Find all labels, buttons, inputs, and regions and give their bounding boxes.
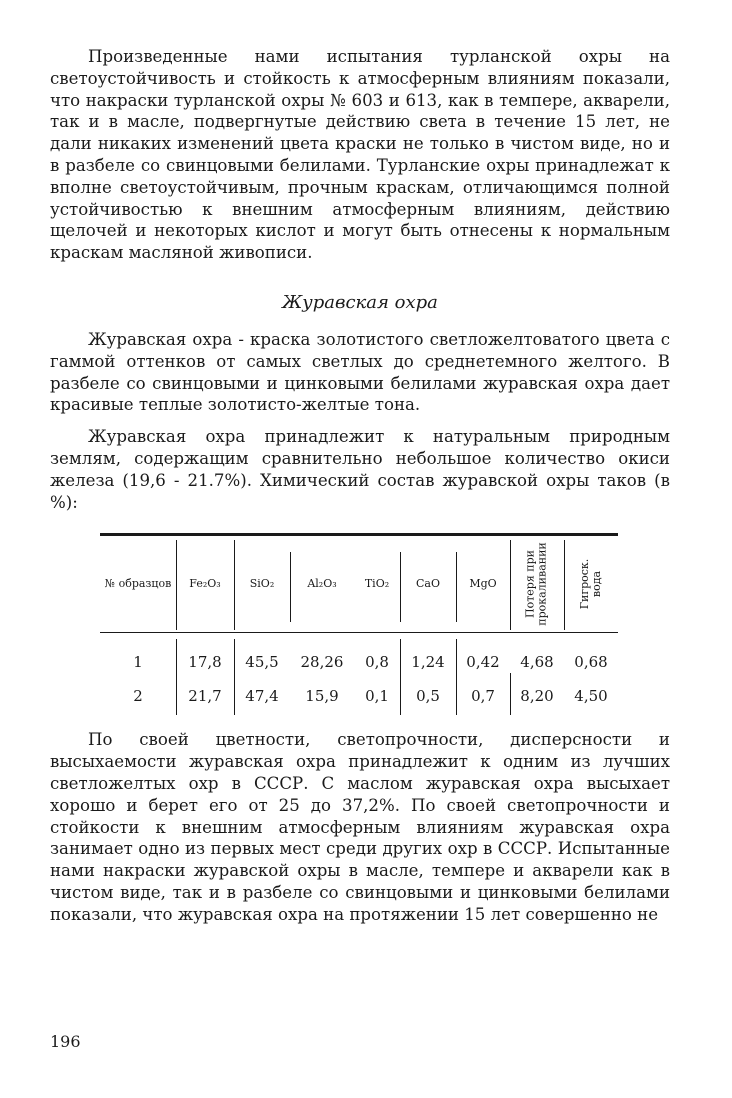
paragraph-properties: По своей цветности, светопрочности, дисперсности и высыхаемости журавская охра принадлежит к одним из лучших светложелтых охр в СССР. С маслом журавская охра высыхает хорошо и берет его от 25 до 37,2%. По своей светопрочности и стойкости к внешним атмосферным влияниям журавская охра занимает одно из первых мест среди других охр в СССР. Испытанные нами накраски журавской охры в масле, темпере и акварели как в чистом виде, так и в разбеле со свинцовыми и цинковыми белилами показали, что журавская охра на протяжении 15 лет совершенно не	[50, 730, 670, 924]
section-title: Журавская охра	[282, 291, 438, 313]
header-tio2: TiO₂	[364, 577, 390, 591]
table-body	[100, 633, 618, 717]
cell-fe2o3: 17,8	[188, 653, 222, 672]
cell-al2o3: 28,26	[300, 653, 344, 672]
header-sample: № образцов	[104, 577, 172, 591]
header-loss-label: Потеря при прокаливании	[524, 542, 550, 627]
header-divider	[234, 540, 235, 630]
header-al2o3: Al₂O₃	[307, 577, 337, 591]
header-sio2: SiO₂	[249, 577, 275, 591]
header-divider	[400, 552, 401, 622]
page-number: 196	[50, 1032, 81, 1051]
header-divider	[456, 552, 457, 622]
cell-loss: 8,20	[520, 687, 554, 706]
table-row	[100, 687, 618, 713]
cell-fe2o3: 21,7	[188, 687, 222, 706]
page-content	[50, 46, 670, 926]
cell-moisture: 4,50	[574, 687, 608, 706]
header-mgo: MgO	[469, 577, 497, 591]
composition-table	[100, 533, 618, 717]
cell-sio2: 47,4	[245, 687, 279, 706]
cell-sample: 2	[133, 687, 143, 706]
table-header	[100, 536, 618, 632]
header-divider	[176, 540, 177, 630]
cell-mgo: 0,42	[466, 653, 500, 672]
cell-cao: 0,5	[416, 687, 440, 706]
table-row	[100, 653, 618, 679]
cell-cao: 1,24	[411, 653, 445, 672]
paragraph-chemical-composition: Журавская охра принадлежит к натуральным природным землям, содержащим сравнительно небольшое количество окиси железа (19,6 - 21.7%). Химический состав журавской охры таков (в %):	[50, 427, 670, 512]
header-cao: CaO	[416, 577, 440, 591]
header-moisture	[564, 538, 618, 630]
cell-tio2: 0,8	[365, 653, 389, 672]
header-divider	[510, 540, 511, 630]
paragraph-zhuravskaya-description: Журавская охра - краска золотистого светложелтоватого цвета с гаммой оттенков от самых светлых до среднетемного желтого. В разбеле со свинцовыми и цинковыми белилами журавская охра дает красивые теплые золотисто-желтые тона.	[50, 329, 670, 415]
cell-tio2: 0,1	[365, 687, 389, 706]
cell-sio2: 45,5	[245, 653, 279, 672]
header-divider	[564, 540, 565, 630]
header-loss	[510, 538, 564, 630]
header-divider	[290, 552, 291, 622]
cell-loss: 4,68	[520, 653, 554, 672]
cell-sample: 1	[133, 653, 143, 672]
cell-mgo: 0,7	[471, 687, 495, 706]
header-moisture-label: Гигроск. вода	[578, 559, 603, 610]
cell-moisture: 0,68	[574, 653, 608, 672]
cell-al2o3: 15,9	[305, 687, 339, 706]
paragraph-turlan-ochre: Произведенные нами испытания турланской охры на светоустойчивость и стойкость к атмосферным влияниям показали, что накраски турланской охры № 603 и 613, как в темпере, акварели, так и в масле, подвергнутые действию света в течение 15 лет, не дали никаких изменений цвета краски не только в чистом виде, но и в разбеле со свинцовыми белилами. Турланские охры принадлежат к вполне светоустойчивым, прочным краскам, отличающимся полной устойчивостью к внешним атмосферным влияниям, действию щелочей и некоторых кислот и могут быть отнесены к нормальным краскам масляной живописи.	[50, 47, 670, 263]
header-fe2o3: Fe₂O₃	[189, 577, 221, 591]
